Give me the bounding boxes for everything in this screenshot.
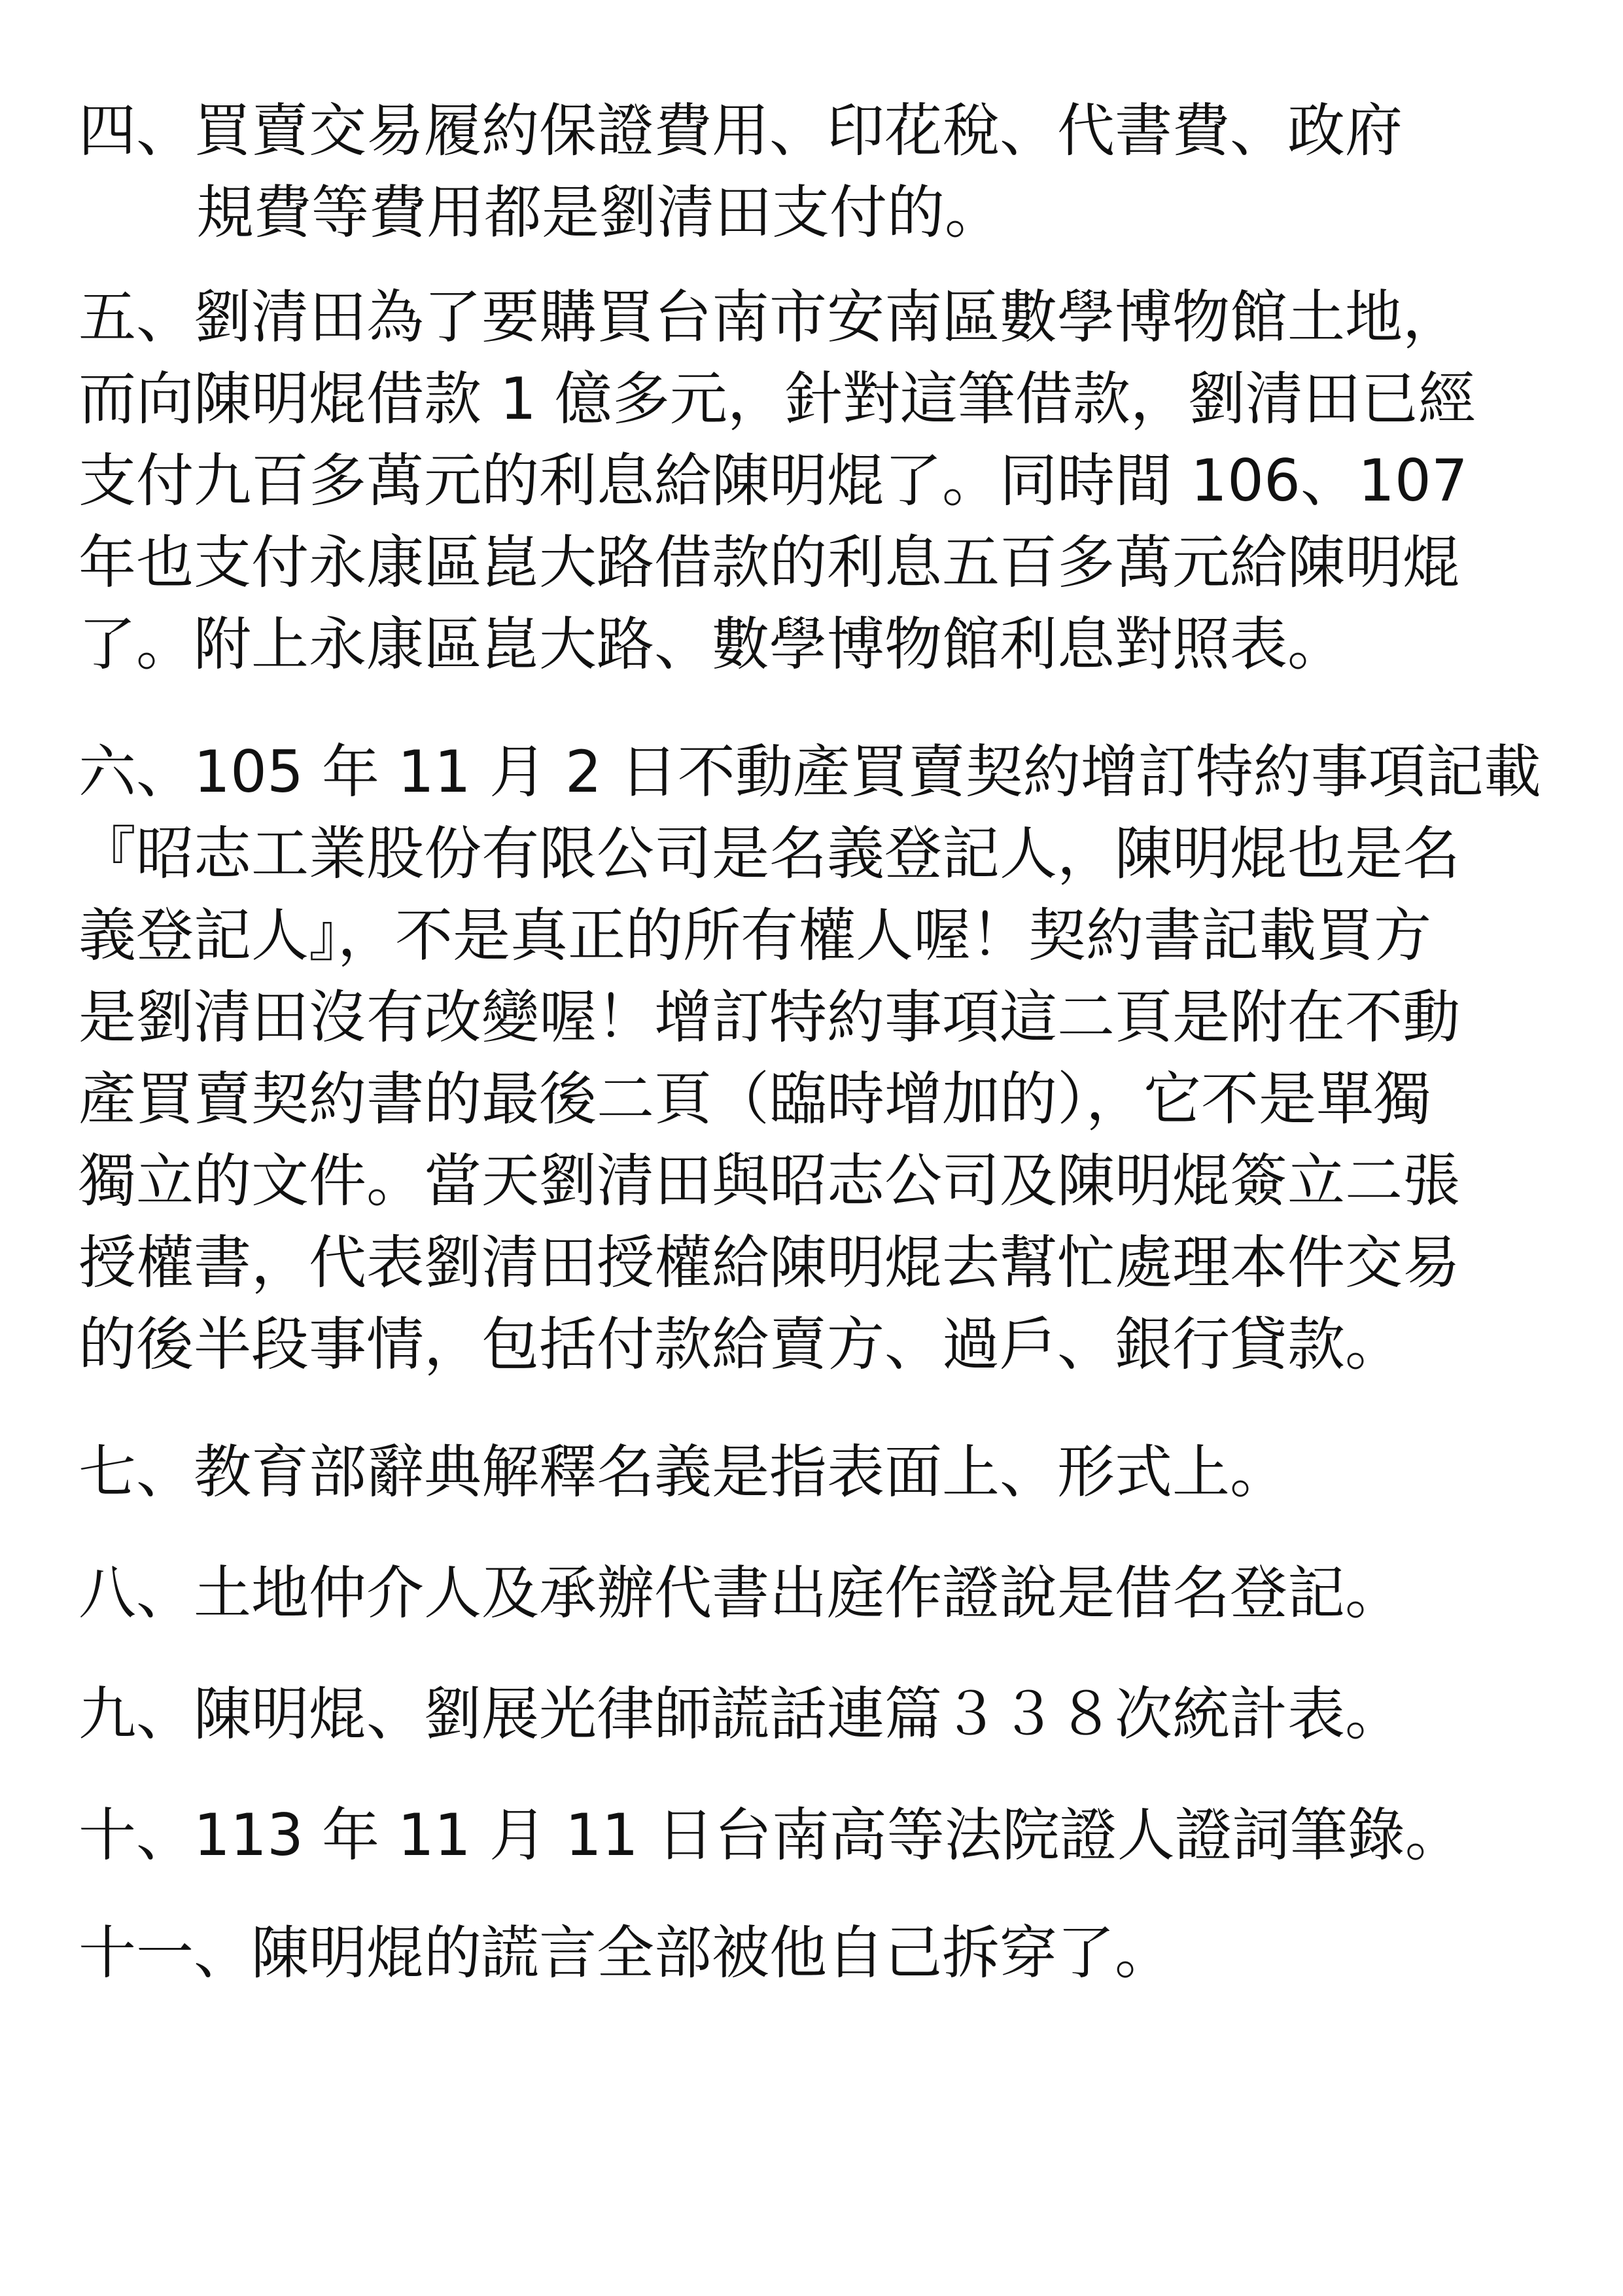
item-5-line-5: 了。附上永康區崑大路、數學博物館利息對照表。 [79,610,1346,678]
item-6-line-8: 的後半段事情，包括付款給賣方、過戶、銀行貸款。 [79,1311,1403,1378]
item-6-line-5: 產買賣契約書的最後二頁（臨時增加的），它不是單獨 [79,1065,1432,1133]
item-6-line-2: 『昭志工業股份有限公司是名義登記人，陳明焜也是名 [79,820,1461,887]
item-4-line-2: 規費等費用都是劉清田支付的。 [196,179,1003,246]
item-5-line-1: 五、劉清田為了要購買台南市安南區數學博物館土地， [79,283,1461,351]
item-6-line-6: 獨立的文件。當天劉清田與昭志公司及陳明焜簽立二張 [79,1147,1461,1214]
item-6-line-1: 六、105 年 11 月 2 日不動產買賣契約增訂特約事項記載 [79,738,1541,805]
item-5-line-3: 支付九百多萬元的利息給陳明焜了。同時間 106、107 [79,447,1468,514]
item-11-line-1: 十一、陳明焜的謊言全部被他自己拆穿了。 [79,1919,1173,1987]
item-9-line-1: 九、陳明焜、劉展光律師謊話連篇３３８次統計表。 [79,1680,1403,1748]
item-4-line-1: 四、買賣交易履約保證費用、印花稅、代書費、政府 [79,97,1403,164]
item-5-line-2: 而向陳明焜借款 1 億多元，針對這筆借款，劉清田已經 [79,365,1476,433]
item-7-line-1: 七、教育部辭典解釋名義是指表面上、形式上。 [79,1438,1288,1506]
item-8-line-1: 八、土地仲介人及承辦代書出庭作證說是借名登記。 [79,1559,1403,1627]
item-5-line-4: 年也支付永康區崑大路借款的利息五百多萬元給陳明焜 [79,529,1461,596]
item-10-line-1: 十、113 年 11 月 11 日台南高等法院證人證詞筆錄。 [79,1801,1463,1869]
item-6-line-4: 是劉清田沒有改變喔！增訂特約事項這二頁是附在不動 [79,983,1461,1051]
item-6-line-3: 義登記人』，不是真正的所有權人喔！契約書記載買方 [79,902,1432,969]
item-6-line-7: 授權書，代表劉清田授權給陳明焜去幫忙處理本件交易 [79,1229,1461,1296]
